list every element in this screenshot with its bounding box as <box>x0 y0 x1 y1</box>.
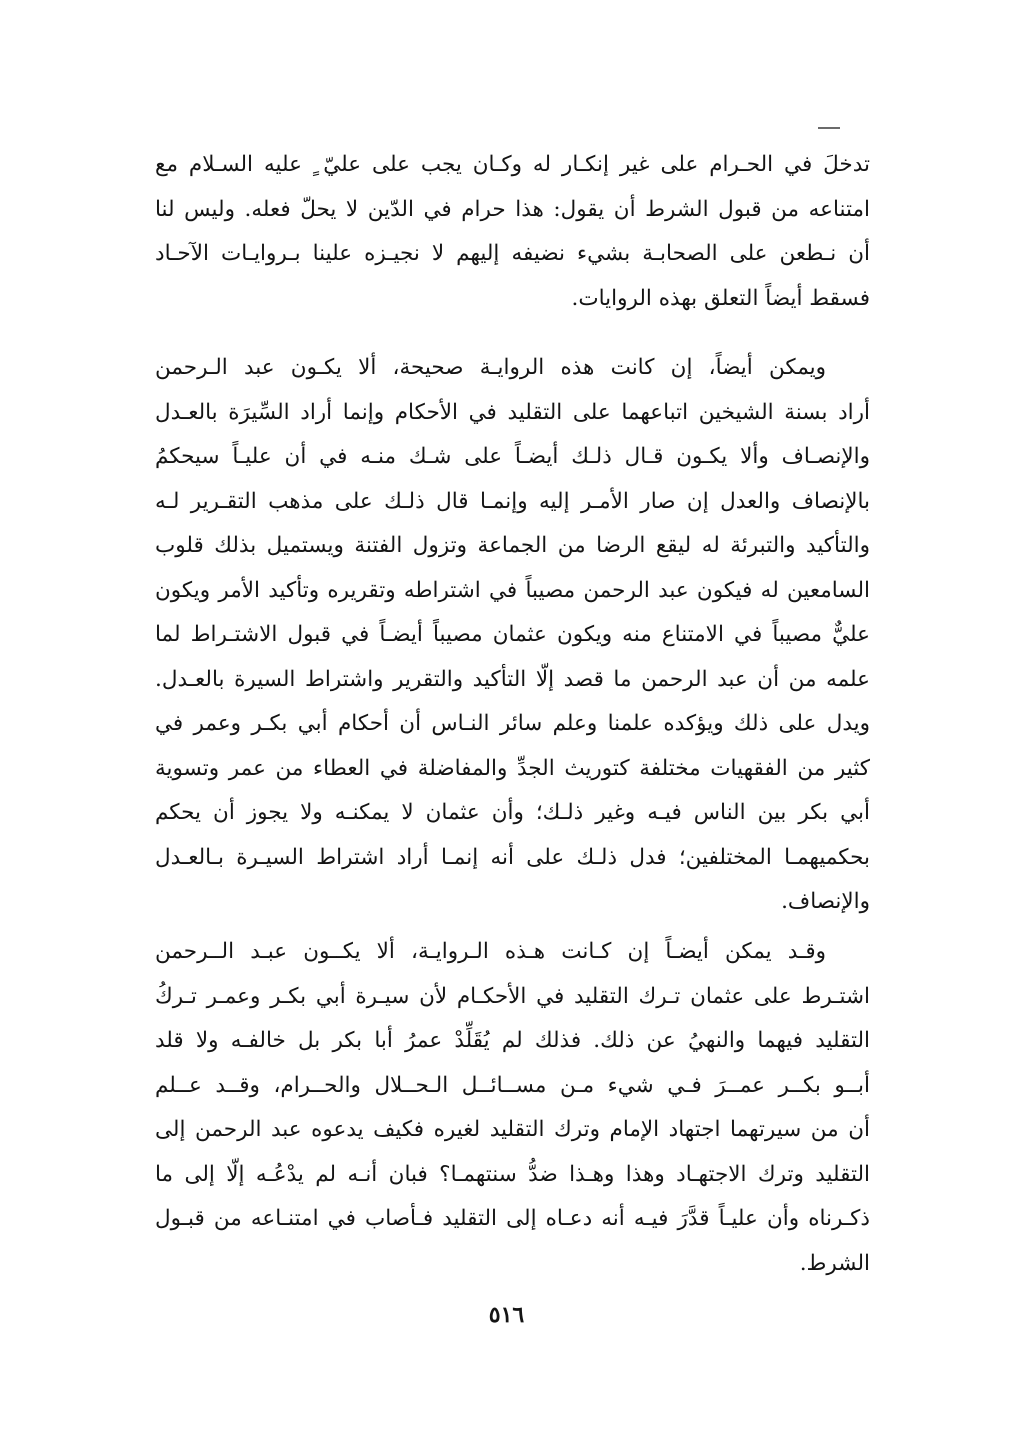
paragraph-line: السامعين له فيكون عبد الرحمن مصيباً في اشتراطه وتقريره وتأكيد الأمر ويكون <box>155 577 870 603</box>
paragraph-line: وقـد يمكن أيضـاً إن كـانت هـذه الـروايـة، ألا يكــون عبـد الــرحمن <box>155 939 826 964</box>
paragraph-line: والإنصـاف وألا يكـون قـال ذلـك أيضـاً على شـك منـه في أن عليـاً سيحكمُ <box>155 444 870 469</box>
top-margin-mark <box>818 127 840 129</box>
paragraph-line: عليٌّ مصيباً في الامتناع منه ويكون عثمان مصيباً أيضـاً في قبول الاشتـراط لما <box>155 622 870 647</box>
paragraph-3 <box>155 930 870 1286</box>
paragraph-line: أبي بكر بين الناس فيـه وغير ذلـك؛ وأن عثمان لا يمكنـه ولا يجوز أن يحكم <box>155 800 870 825</box>
paragraph-line: كثير من الفقهيات مختلفة كتوريث الجدِّ والمفاضلة في العطاء من عمر وتسوية <box>155 755 870 781</box>
paragraph-line: أبــو بكــر عمــرَ فـي شيء مـن مســائــل الـحــلال والحــرام، وقــد عــلم <box>155 1072 870 1098</box>
paragraph-line: تدخلَ في الحـرام على غير إنكـار له وكـان يجب على عليّ ٍ عليه السـلام مع <box>155 152 870 177</box>
paragraph-line: الشرط. <box>799 1250 870 1276</box>
paragraph-line: فسقط أيضاً التعلق بهذه الروايات. <box>571 285 870 311</box>
paragraph-2 <box>155 346 870 925</box>
paragraph-line: امتناعه من قبول الشرط أن يقول: هذا حرام في الدّين لا يحلّ فعله. وليس لنا <box>155 196 870 222</box>
paragraph-line: بالإنصاف والعدل إن صار الأمـر إليه وإنمـا قال ذلـك على مذهب التقـرير لـه <box>155 488 870 514</box>
paragraph-line: ويمكن أيضاً، إن كانت هذه الروايـة صحيحة، ألا يكـون عبد الـرحمن <box>155 355 826 380</box>
paragraph-line: علمه من أن عبد الرحمن ما قصد إلّا التأكيد والتقرير واشتراط السيرة بالعـدل. <box>155 666 870 692</box>
paragraph-line: التقليد فيهما والنهيُ عن ذلك. فذلك لم يُقَلِّدْ عمرُ أبا بكر بل خالفـه ولا قلد <box>155 1028 870 1053</box>
paragraph-line: بحكميهمـا المختلفين؛ فدل ذلـك على أنه إنمـا أراد اشتراط السيـرة بـالعـدل <box>155 844 870 870</box>
paragraph-line: أن نـطعن على الصحابـة بشيء نضيفه إليهم لا نجيـزه علينا بـروايـات الآحـاد <box>155 241 870 266</box>
paragraph-line: والإنصاف. <box>781 889 870 914</box>
paragraph-1 <box>155 143 870 321</box>
paragraph-line: اشتـرط على عثمان تـرك التقليد في الأحكـام لأن سيـرة أبي بكـر وعمـر تـركُ <box>155 983 870 1009</box>
paragraph-line: أن من سيرتهما اجتهاد الإمام وترك التقليد لغيره فكيف يدعوه عبد الرحمن إلى <box>155 1117 870 1142</box>
paragraph-line: أراد بسنة الشيخين اتباعهما على التقليد في الأحكام وإنما أراد السِّيرَة بالعـدل <box>155 399 870 425</box>
page-number: ٥١٦ <box>488 1302 525 1328</box>
paragraph-line: التقليد وترك الاجتهـاد وهذا وهـذا ضدُّ سنتهمـا؟ فبان أنـه لم يدْعُـه إلّا إلى ما <box>155 1161 870 1187</box>
paragraph-line: ويدل على ذلك ويؤكده علمنا وعلم سائر النـاس أن أحكام أبي بكـر وعمر في <box>155 711 870 736</box>
paragraph-line: والتأكيد والتبرئة له ليقع الرضا من الجماعة وتزول الفتنة ويستميل بذلك قلوب <box>155 533 870 558</box>
paragraph-line: ذكـرناه وأن عليـاً قدَّرَ فيـه أنه دعـاه إلى التقليد فـأصاب في امتنـاعه من قبـول <box>155 1206 870 1231</box>
